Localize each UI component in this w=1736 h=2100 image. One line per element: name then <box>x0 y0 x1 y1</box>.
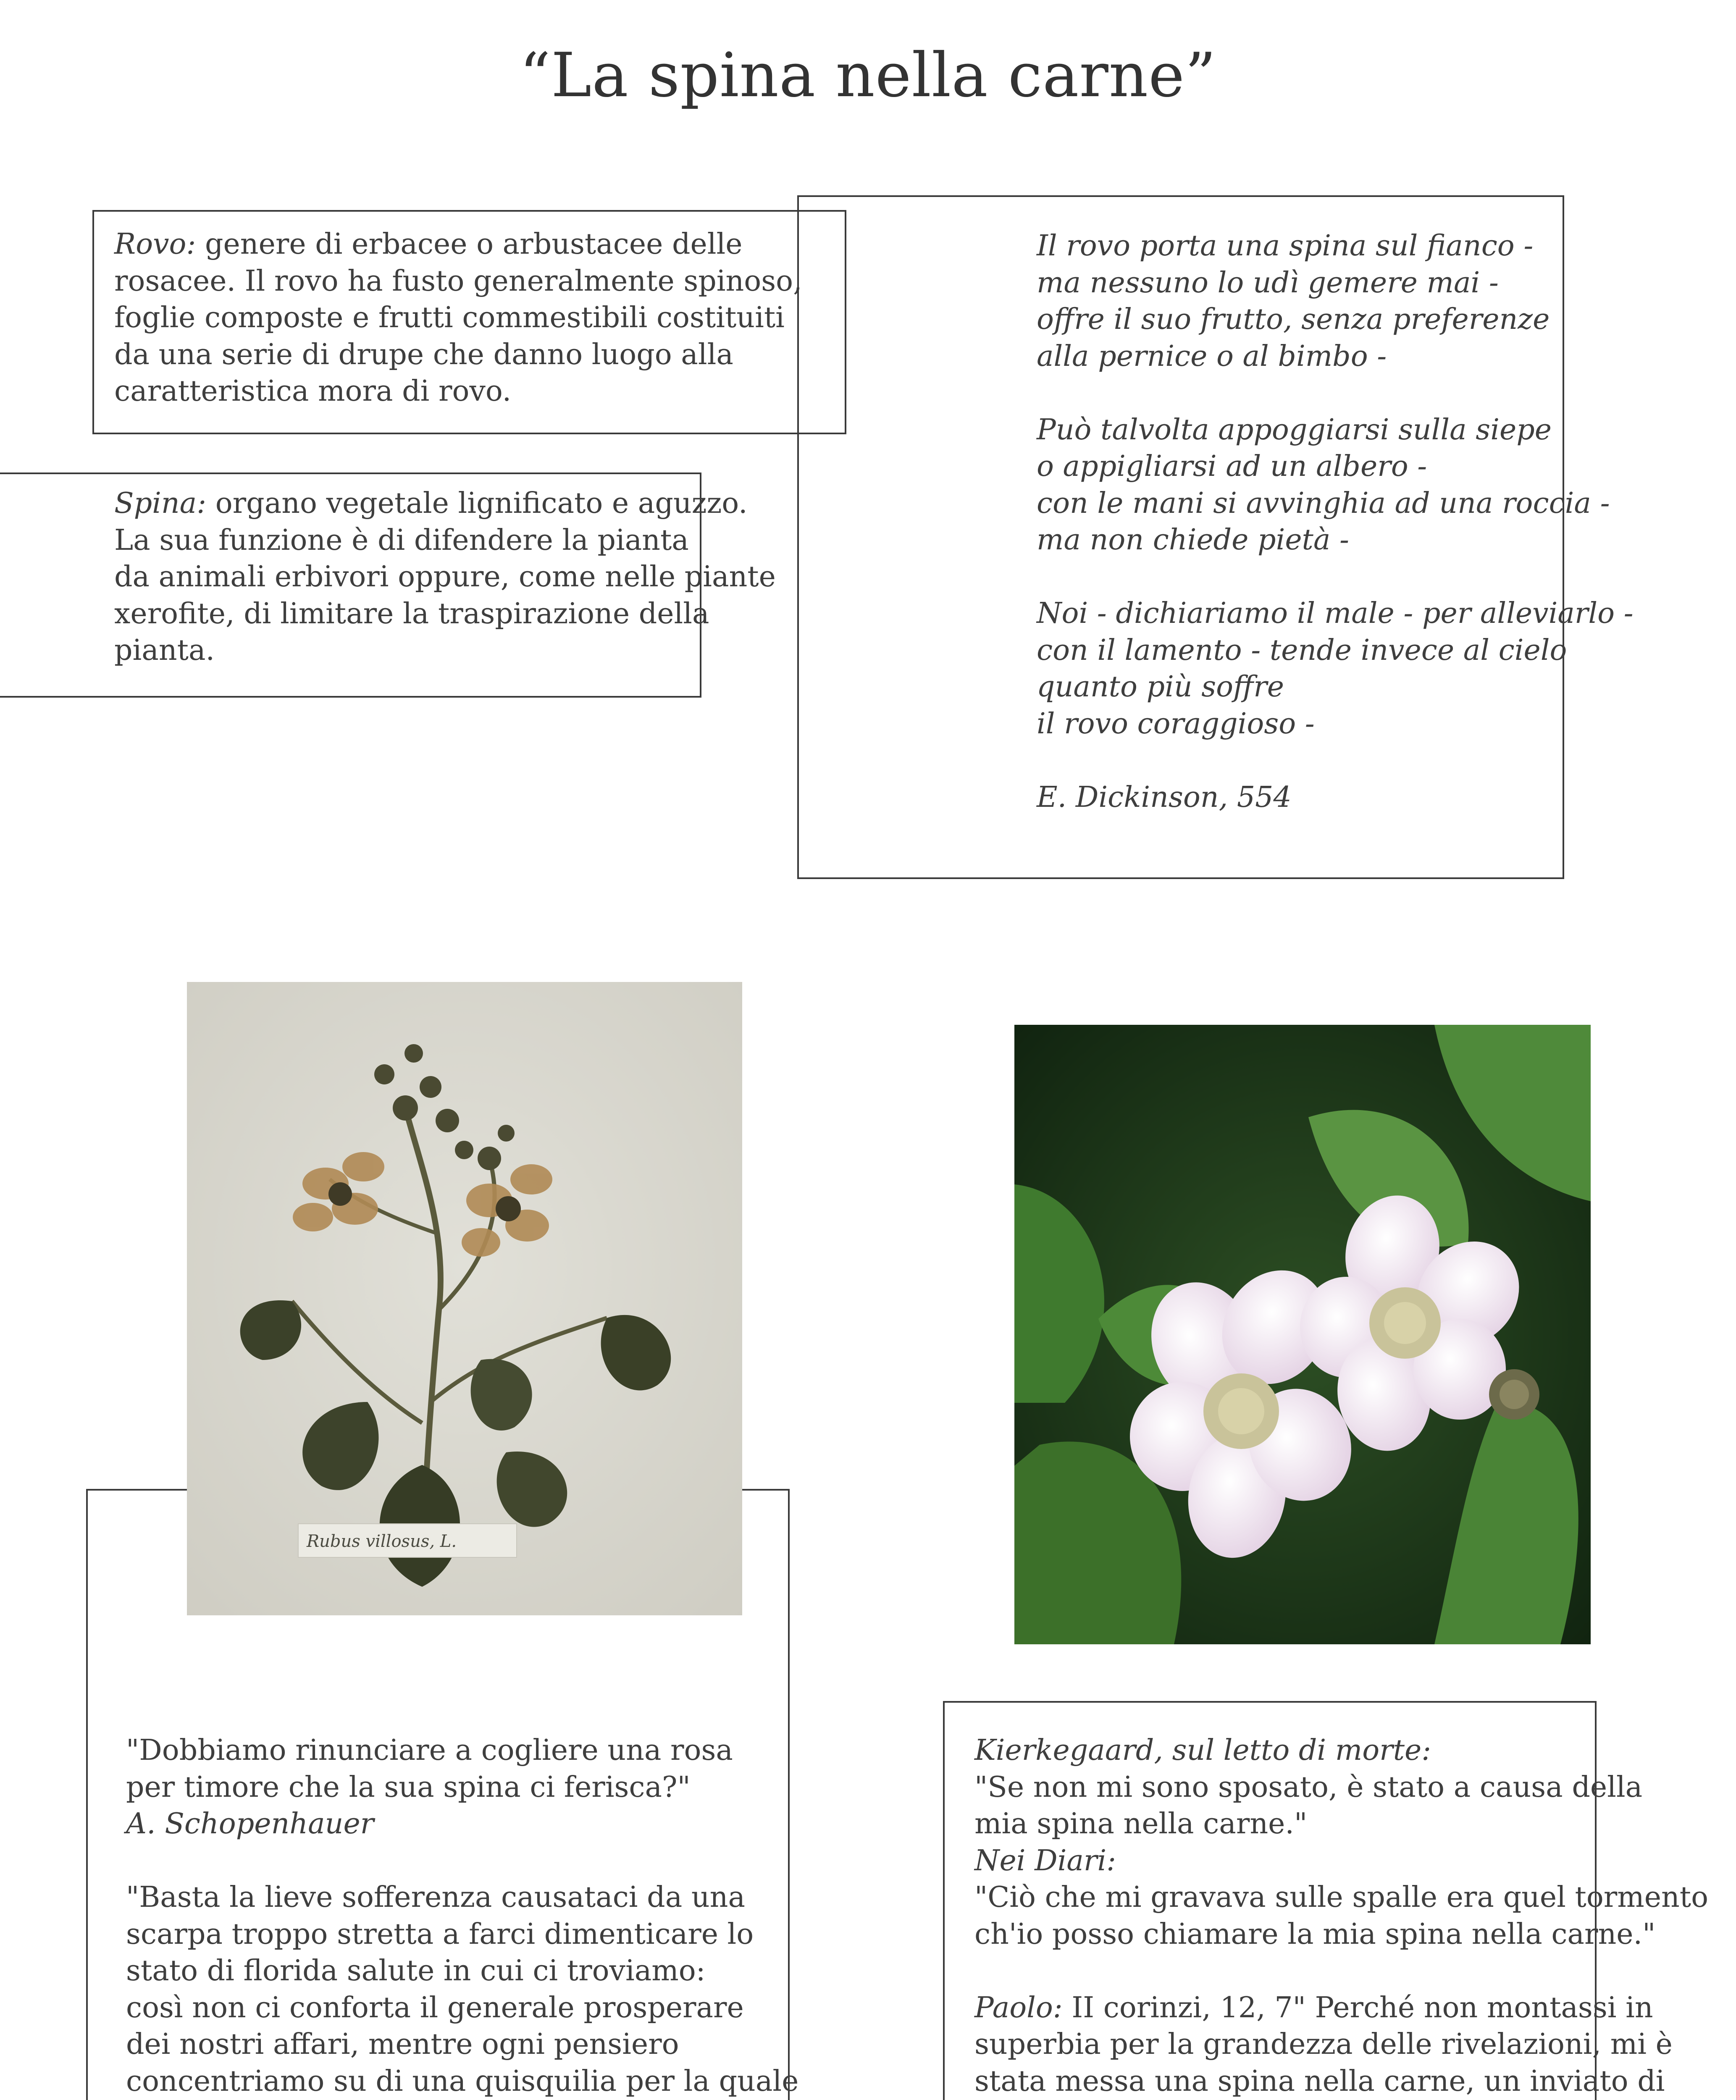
rovo-line-5: caratteristica mora di rovo. <box>114 375 512 408</box>
rovo-definition-text <box>114 226 802 410</box>
kierkegaard-heading: Kierkegaard, sul letto di morte: <box>974 1734 1431 1767</box>
schopenhauer-quote2-line-1: "Basta la lieve sofferenza causataci da una <box>126 1881 745 1914</box>
poem-stanza-3-line-2: con il lamento - tende invece al cielo <box>1037 633 1567 667</box>
schopenhauer-quote2-line-4: così non ci conforta il generale prosperare <box>126 1991 744 2024</box>
schopenhauer-quote2-line-2: scarpa troppo stretta a farci dimenticare lo <box>126 1917 754 1951</box>
poem-stanza-2-line-3: con le mani si avvinghia ad una roccia - <box>1037 486 1610 520</box>
poem-stanza-2-line-4: ma non chiede pietà - <box>1037 523 1350 556</box>
schopenhauer-quote2-line-3: stato di florida salute in cui ci troviamo: <box>126 1954 706 1987</box>
kierkegaard-quote1-line-1: "Se non mi sono sposato, è stato a causa della <box>974 1770 1643 1804</box>
poem-text <box>1037 228 1634 816</box>
rovo-term: Rovo: <box>114 228 196 261</box>
poem-stanza-3-line-4: il rovo coraggioso - <box>1037 707 1315 740</box>
paolo-term: Paolo: <box>974 1991 1063 2024</box>
schopenhauer-quote2-line-5: dei nostri affari, mentre ogni pensiero <box>126 2028 679 2061</box>
spina-definition-text <box>114 485 776 669</box>
bramble-flower-photo <box>1014 1025 1591 1644</box>
spina-line-1: organo vegetale lignificato e aguzzo. <box>206 487 748 520</box>
paolo-line-3: stata messa una spina nella carne, un inviato di <box>974 2064 1665 2098</box>
schopenhauer-quote1-line-1: "Dobbiamo rinunciare a cogliere una rosa <box>126 1734 733 1767</box>
schopenhauer-author-1: A. Schopenhauer <box>126 1807 374 1840</box>
page-title: “La spina nella carne” <box>519 40 1217 111</box>
kierkegaard-quote1-line-2: mia spina nella carne." <box>974 1807 1308 1840</box>
poem-stanza-2-line-2: o appigliarsi ad un albero - <box>1037 450 1427 483</box>
paolo-line-1: II corinzi, 12, 7" Perché non montassi in <box>1062 1991 1653 2024</box>
kierkegaard-quote2-line-2: ch'io posso chiamare la mia spina nella carne." <box>974 1917 1656 1951</box>
spina-line-3: da animali erbivori oppure, come nelle piante <box>114 560 776 593</box>
rovo-line-1: genere di erbacee o arbustacee delle <box>196 228 743 261</box>
poem-attribution: E. Dickinson, 554 <box>1037 780 1292 814</box>
spina-line-2: La sua funzione è di difendere la pianta <box>114 523 689 557</box>
spina-term: Spina: <box>114 487 207 520</box>
rovo-line-3: foglie composte e frutti commestibili costituiti <box>114 301 785 334</box>
herbarium-specimen-image <box>187 982 742 1615</box>
spina-line-5: pianta. <box>114 634 215 667</box>
bramble-flower-drawing <box>1014 1025 1591 1644</box>
poem-stanza-1-line-2: ma nessuno lo udì gemere mai - <box>1037 266 1499 299</box>
herbarium-specimen-drawing <box>187 982 742 1615</box>
poem-stanza-3-line-1: Noi - dichiariamo il male - per alleviarlo - <box>1037 597 1634 630</box>
schopenhauer-quote1-line-2: per timore che la sua spina ci ferisca?" <box>126 1770 691 1804</box>
rovo-line-4: da una serie di drupe che danno luogo alla <box>114 338 733 371</box>
spina-line-4: xerofite, di limitare la traspirazione della <box>114 597 709 630</box>
kierkegaard-text <box>974 1732 1708 2100</box>
poem-stanza-1-line-3: offre il suo frutto, senza preferenze <box>1037 303 1550 336</box>
schopenhauer-text <box>126 1732 798 2100</box>
poem-stanza-1-line-1: Il rovo porta una spina sul fianco - <box>1037 229 1534 262</box>
poem-stanza-1-line-4: alla pernice o al bimbo - <box>1037 339 1387 373</box>
poem-stanza-3-line-3: quanto più soffre <box>1037 670 1284 704</box>
herbarium-label: Rubus villosus, L. <box>307 1532 457 1551</box>
kierkegaard-quote2-line-1: "Ciò che mi gravava sulle spalle era quel tormento <box>974 1881 1709 1914</box>
rovo-line-2: rosacee. Il rovo ha fusto generalmente spinoso, <box>114 264 802 298</box>
paolo-line-2: superbia per la grandezza delle rivelazioni, mi è <box>974 2028 1673 2061</box>
schopenhauer-quote2-line-6: concentriamo su di una quisquilia per la quale <box>126 2064 799 2098</box>
poem-stanza-2-line-1: Può talvolta appoggiarsi sulla siepe <box>1037 413 1552 446</box>
kierkegaard-diari: Nei Diari: <box>974 1844 1116 1877</box>
